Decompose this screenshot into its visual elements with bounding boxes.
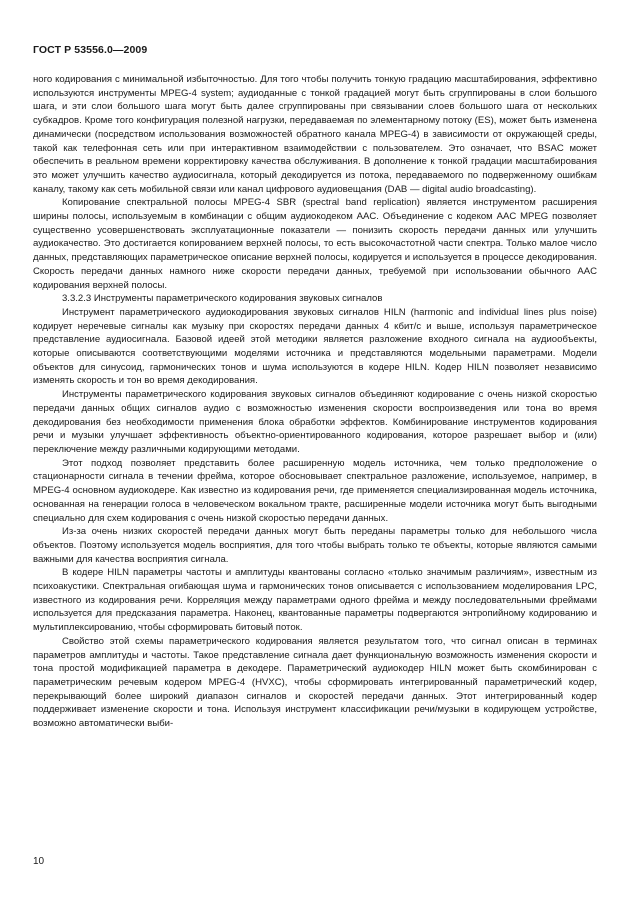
- paragraph-hiln-intro: Инструмент параметрического аудиокодирования звуковых сигналов HILN (harmonic and individual lines plus noise) кодирует неречевые сигналы как музыку при скоростях передачи данных 4 кбит/с и выше, используя параметрическое представление аудиосигнала. Базовой идеей этой методики является разложение входного сигнала на аудиообъекты, которые описываются соответствующими моделями источника и представляются модельными параметрами. Модели объектов для синусоид, гармонических тонов и шума используются в кодере HILN. Кодер HILN позволяет независимо изменять скорость и тон во время декодирования.: [33, 306, 597, 387]
- paragraph-sbr: Копирование спектральной полосы MPEG-4 SBR (spectral band replication) является инструментом расширения ширины полосы, используемым в комбинации с общим аудиокодеком AAC. Объединение с кодеком AAC MPEG позволяет существенно усовершенствовать эксплуатационные показатели — понизить скорость передачи данных или улучшить аудиокачество. Это достигается копированием верхней полосы, то есть высокочастотной части спектра. Только малое число данных, представляющих параметрическое описание верхней полосы, кодируется и используется в процессе декодирования. Скорость передачи данных намного ниже скорости передачи данных, требуемой при использовании обычного AAC кодирования верхней полосы.: [33, 197, 597, 291]
- page-body: [33, 73, 597, 731]
- section-heading: 3.3.2.3 Инструменты параметрического кодирования звуковых сигналов: [62, 293, 383, 305]
- paragraph-scheme-property: Свойство этой схемы параметрического кодирования является результатом того, что сигнал описан в терминах параметров амплитуды и частоты. Такое представление сигнала дает функциональную возможность изменения скорости и тона простой модификацией параметра в декодере. Параметрический аудиокодер HILN может быть скомбинирован с параметрическим речевым кодером MPEG-4 (HVXC), чтобы сформировать интегрированный параметрический кодер, перекрывающий более широкий диапазон сигналов и скоростей передачи данных. Этот интегрированный кодер поддерживает изменение скорости и тона. Используя инструмент классификации речи/музыки в кодирующем устройстве, возможно автоматически выби-: [33, 635, 597, 730]
- paragraph-parametric-tools: Инструменты параметрического кодирования звуковых сигналов объединяют кодирование с очень низкой скоростью передачи данных общих сигналов аудио с возможностью изменения скорости воспроизведения или тона во время декодирования без необходимости применения блока обработки эффектов. Комбинирование инструментов кодирования речи и музыки улучшает эффективность объектно-ориентированного кодирования, которое разрешает выбор и (или) переключение между различными кодирующими методами.: [33, 389, 597, 455]
- paragraph-continuation: ного кодирования с минимальной избыточностью. Для того чтобы получить тонкую градацию масштабирования, эффективно используются инструменты MPEG-4 system; аудиоданные с тонкой градацией могут быть сгруппированы в слои большого шага, и эти слои большого шага могут быть далее сгруппированы при связывании слоев большого шага от нескольких субкадров. Кроме того конфигурация полезной нагрузки, передаваемая по элементарному потоку (ES), может быть изменена динамически (посредством использования возможностей обратного канала MPEG-4) в зависимости от окружающей среды, такой как телефонная сеть или при интерактивном взаимодействии с пользователем. Это означает, что BSAC может обеспечить в реальном времени корректировку качества обслуживания. В дополнение к тонкой градации масштабирования это может улучшить качество аудиосигнала, который декодируется из потока, передаваемого по подверженному ошибкам каналу, такому как сеть мобильной связи или канал цифрового аудиовещания (DAB — digital audio broadcasting).: [33, 74, 597, 195]
- paragraph-quantization: В кодере HILN параметры частоты и амплитуды квантованы согласно «только значимым различиям», известным из психоакустики. Спектральная огибающая шума и гармонических тонов описывается с использованием моделирования LPC, известного из кодирования речи. Корреляция между параметрами одного фрейма и между последовательными фреймами используется для предсказания параметра. Наконец, квантованные параметры подвергаются энтропийному кодированию и мультиплексированию, чтобы сформировать битовый поток.: [33, 567, 597, 634]
- page-number: 10: [33, 856, 45, 867]
- page-header-standard-number: ГОСТ Р 53556.0—2009: [33, 44, 148, 56]
- paragraph-source-model: Этот подход позволяет представить более расширенную модель источника, чем только предположение о стационарности сигнала в течении фрейма, которое обосновывает спектральное разложение, используемое, например, в MPEG-4 основном аудиокодере. Как известно из кодирования речи, где применяется специализированная модель источника, основанная на генерации голоса в человеческом вокальном тракте, расширенные модели источника могут быть выгодными специально для схем кодирования с очень низкой скоростью передачи данных.: [33, 457, 597, 524]
- paragraph-perception-model: Из-за очень низких скоростей передачи данных могут быть переданы параметры только для небольшого числа объектов. Поэтому используется модель восприятия, для того чтобы выбрать только те объекты, которые являются самыми важными для качества восприятия сигнала.: [33, 526, 597, 565]
